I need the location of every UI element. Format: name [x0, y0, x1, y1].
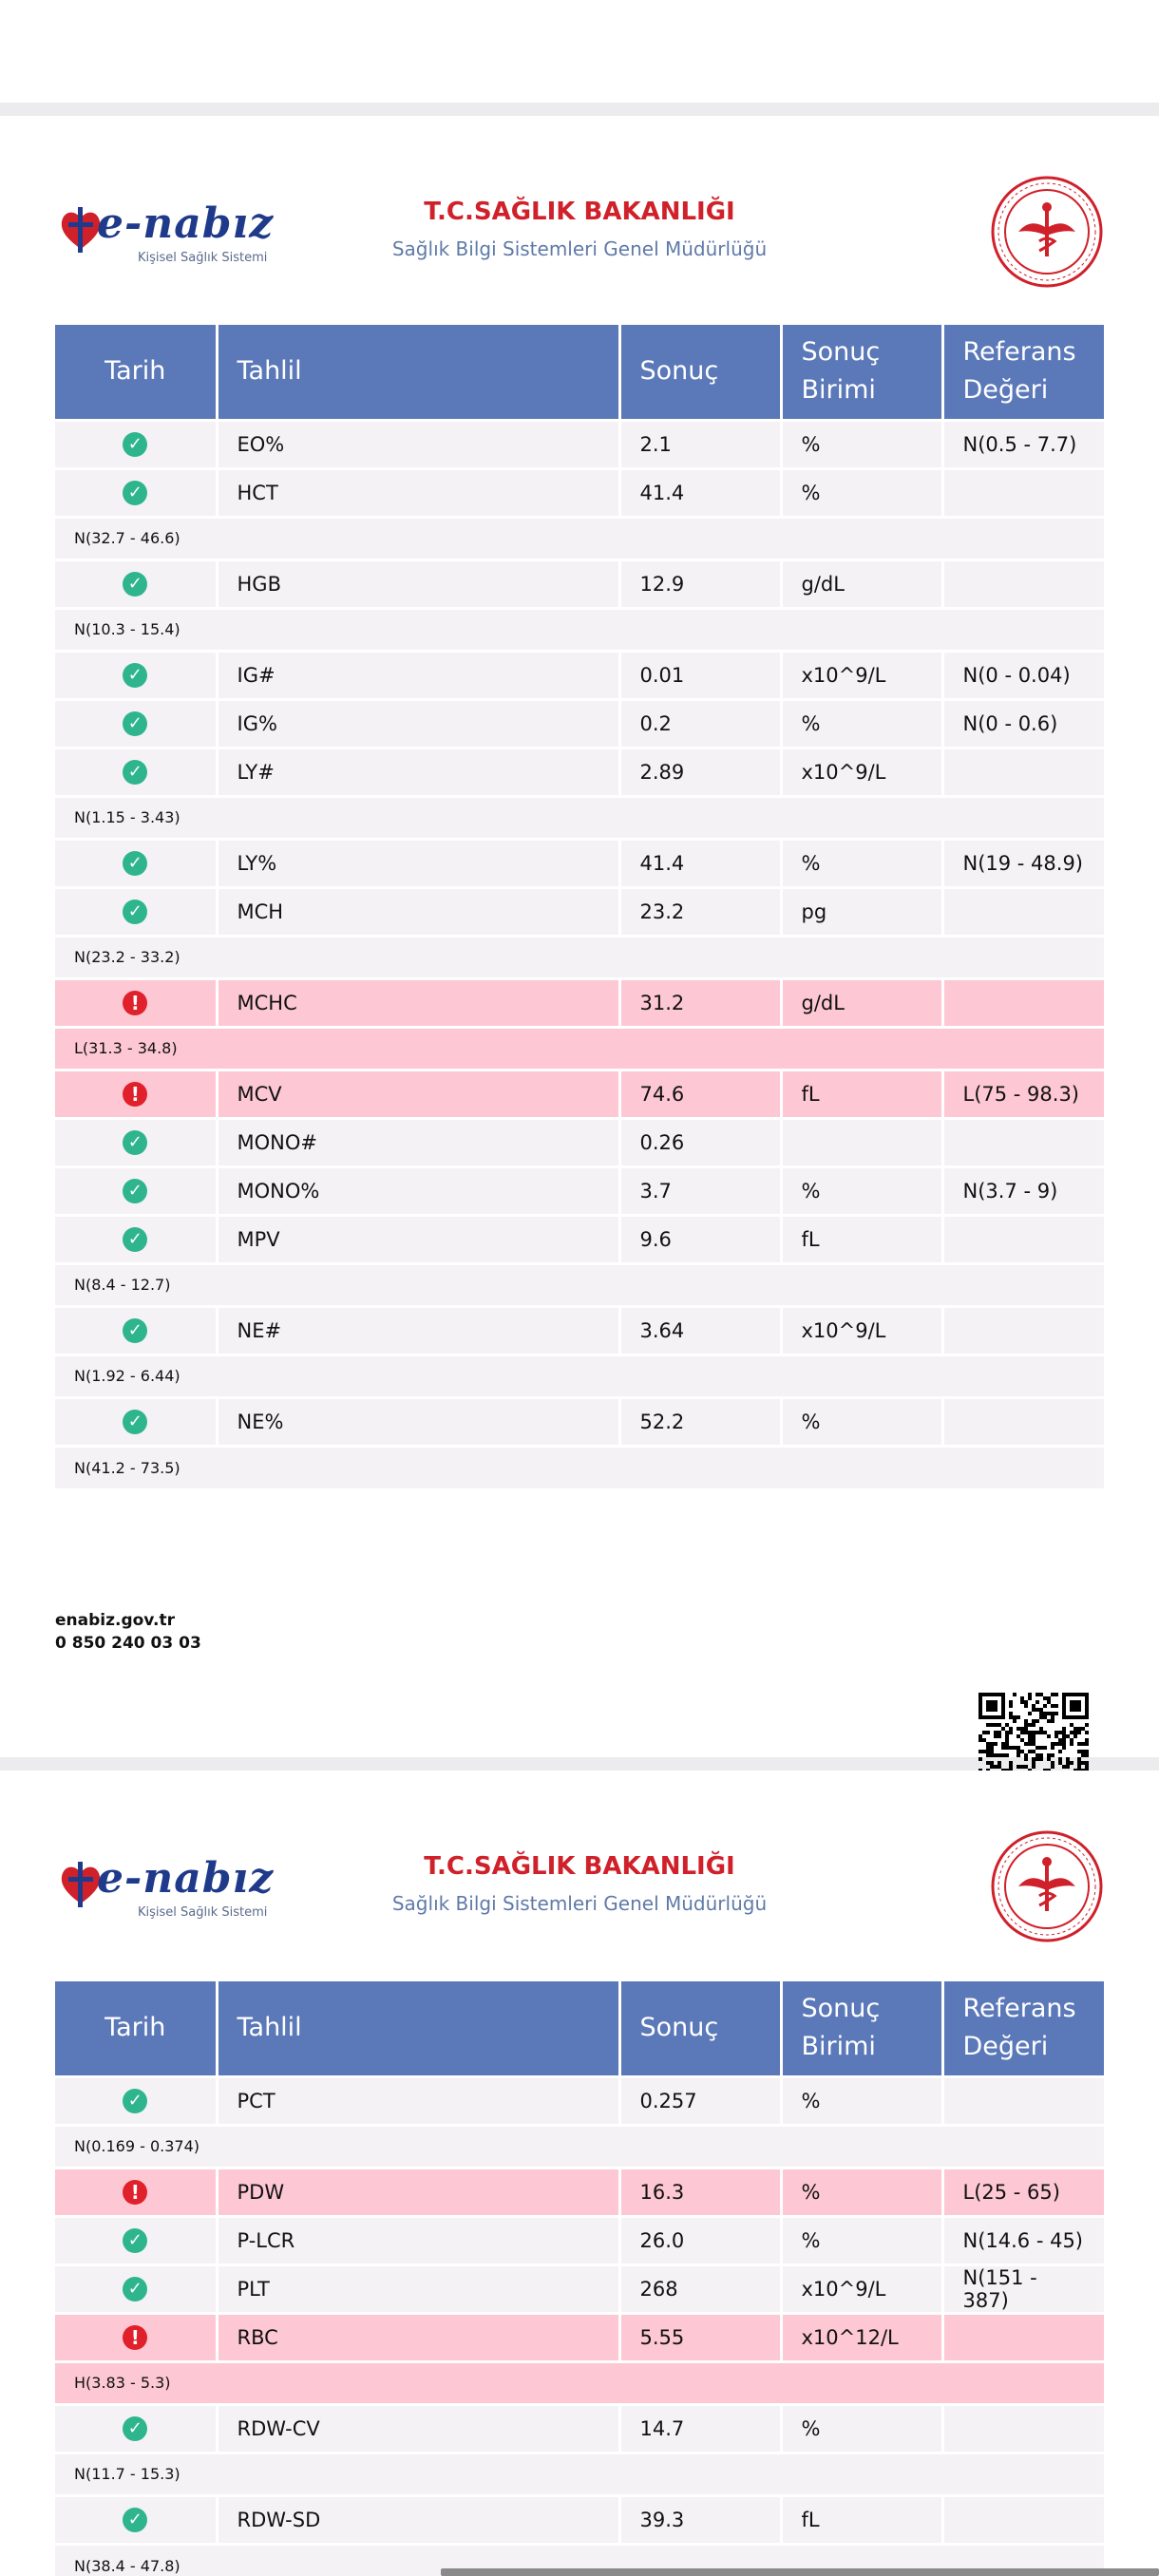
test-name: MPV	[217, 1215, 619, 1263]
brand-subtitle: Kişisel Sağlık Sistemi	[138, 251, 268, 265]
alert-icon: !	[123, 2325, 147, 2350]
col-unit-line1: Sonuç	[801, 1994, 881, 2024]
ministry-title: T.C.SAĞLIK BAKANLIĞI	[424, 198, 735, 226]
status-cell	[55, 2168, 217, 2216]
test-name: RDW-SD	[217, 2495, 619, 2544]
result-value: 2.1	[619, 420, 781, 468]
status-cell	[55, 978, 217, 1027]
reference-value	[942, 1306, 1104, 1354]
table-row	[55, 1215, 1104, 1263]
reference-note: N(10.3 - 15.4)	[55, 608, 1104, 651]
reference-note-row	[55, 2453, 1104, 2495]
status-cell	[55, 559, 217, 608]
test-name: MCV	[217, 1070, 619, 1118]
table-row	[55, 651, 1104, 699]
result-value: 3.64	[619, 1306, 781, 1354]
table-row	[55, 839, 1104, 887]
col-test: Tahlil	[217, 1981, 619, 2076]
reference-note-row	[55, 608, 1104, 651]
test-name: IG#	[217, 651, 619, 699]
reference-note-row	[55, 1027, 1104, 1070]
footer-contact	[55, 1609, 201, 1655]
test-name: LY#	[217, 748, 619, 796]
status-cell	[55, 839, 217, 887]
reference-note-row	[55, 1354, 1104, 1397]
result-unit: %	[781, 468, 942, 517]
reference-note: N(32.7 - 46.6)	[55, 517, 1104, 559]
check-icon: ✓	[123, 1179, 147, 1203]
viewer-top-area	[0, 0, 1159, 103]
document-page-2	[0, 116, 1159, 1757]
reference-note-row	[55, 936, 1104, 978]
reference-value: N(14.6 - 45)	[942, 2216, 1104, 2264]
col-unit-line2: Birimi	[801, 2032, 876, 2062]
test-name: NE%	[217, 1397, 619, 1446]
table-row	[55, 2495, 1104, 2544]
result-value: 39.3	[619, 2495, 781, 2544]
table-row	[55, 2264, 1104, 2313]
check-icon: ✓	[123, 760, 147, 785]
reference-note: N(38.4 - 47.8)	[55, 2544, 1104, 2576]
table-row	[55, 1070, 1104, 1118]
result-unit: x10^9/L	[781, 748, 942, 796]
result-value: 2.89	[619, 748, 781, 796]
check-icon: ✓	[123, 2277, 147, 2301]
status-cell	[55, 468, 217, 517]
col-ref-line1: Referans	[962, 337, 1076, 368]
table-row	[55, 1166, 1104, 1215]
reference-note-row	[55, 2125, 1104, 2168]
col-date: Tarih	[55, 325, 217, 420]
table-row	[55, 420, 1104, 468]
result-unit	[781, 1118, 942, 1166]
reference-value: N(0.5 - 7.7)	[942, 420, 1104, 468]
result-value: 14.7	[619, 2404, 781, 2453]
alert-icon: !	[123, 1082, 147, 1107]
check-icon: ✓	[123, 2228, 147, 2253]
table-row	[55, 468, 1104, 517]
check-icon: ✓	[123, 1130, 147, 1155]
col-unit-line2: Birimi	[801, 375, 876, 406]
col-ref-line2: Değeri	[962, 2032, 1049, 2062]
result-unit: %	[781, 1397, 942, 1446]
test-name: PLT	[217, 2264, 619, 2313]
col-date: Tarih	[55, 1981, 217, 2076]
ministry-subtitle: Sağlık Bilgi Sistemleri Genel Müdürlüğü	[391, 237, 768, 260]
reference-note: N(23.2 - 33.2)	[55, 936, 1104, 978]
result-value: 0.257	[619, 2076, 781, 2125]
check-icon: ✓	[123, 2508, 147, 2532]
reference-value: N(0 - 0.6)	[942, 699, 1104, 748]
check-icon: ✓	[123, 851, 147, 876]
check-icon: ✓	[123, 1318, 147, 1343]
result-unit: %	[781, 2404, 942, 2453]
test-name: MCHC	[217, 978, 619, 1027]
reference-note-row	[55, 517, 1104, 559]
document-page-3	[0, 1771, 1159, 2576]
results-table-page-2	[55, 325, 1104, 1488]
col-reference	[942, 1981, 1104, 2076]
status-cell	[55, 887, 217, 936]
result-unit: fL	[781, 1215, 942, 1263]
check-icon: ✓	[123, 663, 147, 688]
test-name: MONO#	[217, 1118, 619, 1166]
status-cell	[55, 420, 217, 468]
check-icon: ✓	[123, 1227, 147, 1252]
result-unit: g/dL	[781, 559, 942, 608]
result-unit: g/dL	[781, 978, 942, 1027]
check-icon: ✓	[123, 432, 147, 457]
brand-name: e-nabız	[97, 1854, 275, 1903]
check-icon: ✓	[123, 481, 147, 505]
reference-note: H(3.83 - 5.3)	[55, 2361, 1104, 2404]
result-unit: fL	[781, 2495, 942, 2544]
check-icon: ✓	[123, 711, 147, 736]
test-name: RDW-CV	[217, 2404, 619, 2453]
reference-value	[942, 2495, 1104, 2544]
result-unit: %	[781, 699, 942, 748]
reference-value	[942, 1118, 1104, 1166]
reference-note: N(41.2 - 73.5)	[55, 1446, 1104, 1488]
status-cell	[55, 2495, 217, 2544]
reference-note: N(1.15 - 3.43)	[55, 796, 1104, 839]
reference-value: N(19 - 48.9)	[942, 839, 1104, 887]
result-value: 16.3	[619, 2168, 781, 2216]
result-unit: x10^9/L	[781, 651, 942, 699]
result-value: 0.26	[619, 1118, 781, 1166]
table-row	[55, 2404, 1104, 2453]
test-name: HGB	[217, 559, 619, 608]
table-row	[55, 2216, 1104, 2264]
col-result: Sonuç	[619, 1981, 781, 2076]
result-value: 268	[619, 2264, 781, 2313]
reference-value: L(25 - 65)	[942, 2168, 1104, 2216]
result-value: 23.2	[619, 887, 781, 936]
check-icon: ✓	[123, 2089, 147, 2113]
result-unit: %	[781, 2076, 942, 2125]
status-cell	[55, 651, 217, 699]
ministry-subtitle-2: Sağlık Bilgi Sistemleri Genel Müdürlüğü	[391, 1892, 768, 1915]
reference-value	[942, 978, 1104, 1027]
ministry-seal-icon	[990, 175, 1104, 289]
test-name: RBC	[217, 2313, 619, 2361]
reference-value	[942, 468, 1104, 517]
table-row	[55, 748, 1104, 796]
footer-phone: 0 850 240 03 03	[55, 1634, 201, 1653]
result-unit: x10^12/L	[781, 2313, 942, 2361]
result-value: 31.2	[619, 978, 781, 1027]
test-name: MONO%	[217, 1166, 619, 1215]
col-ref-line1: Referans	[962, 1994, 1076, 2024]
horizontal-scrollbar[interactable]	[441, 2568, 1159, 2576]
status-cell	[55, 2313, 217, 2361]
status-cell	[55, 1118, 217, 1166]
brand-name: e-nabız	[97, 199, 275, 248]
table-row	[55, 1118, 1104, 1166]
result-value: 41.4	[619, 839, 781, 887]
result-value: 5.55	[619, 2313, 781, 2361]
table-row	[55, 699, 1104, 748]
col-result: Sonuç	[619, 325, 781, 420]
reference-note: L(31.3 - 34.8)	[55, 1027, 1104, 1070]
reference-note-row	[55, 2361, 1104, 2404]
status-cell	[55, 2404, 217, 2453]
check-icon: ✓	[123, 900, 147, 924]
reference-value	[942, 2313, 1104, 2361]
col-unit	[781, 1981, 942, 2076]
table-row	[55, 2076, 1104, 2125]
reference-note-row	[55, 1263, 1104, 1306]
result-unit: x10^9/L	[781, 1306, 942, 1354]
alert-icon: !	[123, 2180, 147, 2205]
table-row	[55, 1397, 1104, 1446]
status-cell	[55, 1306, 217, 1354]
status-cell	[55, 2076, 217, 2125]
test-name: HCT	[217, 468, 619, 517]
result-unit: pg	[781, 887, 942, 936]
reference-value: N(151 - 387)	[942, 2264, 1104, 2313]
table-header-row	[55, 1981, 1104, 2076]
reference-value	[942, 748, 1104, 796]
col-test: Tahlil	[217, 325, 619, 420]
table-header-row	[55, 325, 1104, 420]
col-unit	[781, 325, 942, 420]
result-unit: %	[781, 420, 942, 468]
result-value: 41.4	[619, 468, 781, 517]
table-row	[55, 1306, 1104, 1354]
status-cell	[55, 1166, 217, 1215]
test-name: PCT	[217, 2076, 619, 2125]
result-unit: x10^9/L	[781, 2264, 942, 2313]
status-cell	[55, 2264, 217, 2313]
table-row	[55, 887, 1104, 936]
result-value: 52.2	[619, 1397, 781, 1446]
brand-subtitle: Kişisel Sağlık Sistemi	[138, 1905, 268, 1920]
status-cell	[55, 1397, 217, 1446]
result-value: 74.6	[619, 1070, 781, 1118]
enabiz-logo-2	[57, 1854, 285, 1924]
ministry-title-2: T.C.SAĞLIK BAKANLIĞI	[424, 1852, 735, 1881]
reference-note: N(8.4 - 12.7)	[55, 1263, 1104, 1306]
reference-note: N(0.169 - 0.374)	[55, 2125, 1104, 2168]
enabiz-logo	[57, 199, 285, 270]
result-value: 0.2	[619, 699, 781, 748]
table-row	[55, 2168, 1104, 2216]
results-table-page-3	[55, 1981, 1104, 2576]
reference-value: N(3.7 - 9)	[942, 1166, 1104, 1215]
result-unit: %	[781, 2216, 942, 2264]
reference-value: L(75 - 98.3)	[942, 1070, 1104, 1118]
reference-value	[942, 2076, 1104, 2125]
check-icon: ✓	[123, 572, 147, 597]
test-name: EO%	[217, 420, 619, 468]
result-unit: %	[781, 839, 942, 887]
status-cell	[55, 1215, 217, 1263]
table-row	[55, 559, 1104, 608]
result-value: 26.0	[619, 2216, 781, 2264]
col-reference	[942, 325, 1104, 420]
col-ref-line2: Değeri	[962, 375, 1049, 406]
reference-note-row	[55, 796, 1104, 839]
col-unit-line1: Sonuç	[801, 337, 881, 368]
check-icon: ✓	[123, 2416, 147, 2441]
footer-site[interactable]: enabiz.gov.tr	[55, 1611, 175, 1630]
result-value: 3.7	[619, 1166, 781, 1215]
reference-value	[942, 559, 1104, 608]
test-name: MCH	[217, 887, 619, 936]
reference-value	[942, 2404, 1104, 2453]
reference-note-row	[55, 1446, 1104, 1488]
reference-note: N(11.7 - 15.3)	[55, 2453, 1104, 2495]
result-value: 12.9	[619, 559, 781, 608]
result-unit: %	[781, 2168, 942, 2216]
check-icon: ✓	[123, 1410, 147, 1434]
result-unit: %	[781, 1166, 942, 1215]
ministry-seal-icon	[990, 1829, 1104, 1943]
test-name: P-LCR	[217, 2216, 619, 2264]
table-row	[55, 2313, 1104, 2361]
result-unit: fL	[781, 1070, 942, 1118]
status-cell	[55, 1070, 217, 1118]
alert-icon: !	[123, 991, 147, 1015]
status-cell	[55, 748, 217, 796]
status-cell	[55, 699, 217, 748]
test-name: IG%	[217, 699, 619, 748]
reference-value: N(0 - 0.04)	[942, 651, 1104, 699]
table-row	[55, 978, 1104, 1027]
result-value: 9.6	[619, 1215, 781, 1263]
result-value: 0.01	[619, 651, 781, 699]
test-name: LY%	[217, 839, 619, 887]
reference-value	[942, 1215, 1104, 1263]
reference-value	[942, 887, 1104, 936]
test-name: PDW	[217, 2168, 619, 2216]
reference-value	[942, 1397, 1104, 1446]
status-cell	[55, 2216, 217, 2264]
test-name: NE#	[217, 1306, 619, 1354]
reference-note: N(1.92 - 6.44)	[55, 1354, 1104, 1397]
